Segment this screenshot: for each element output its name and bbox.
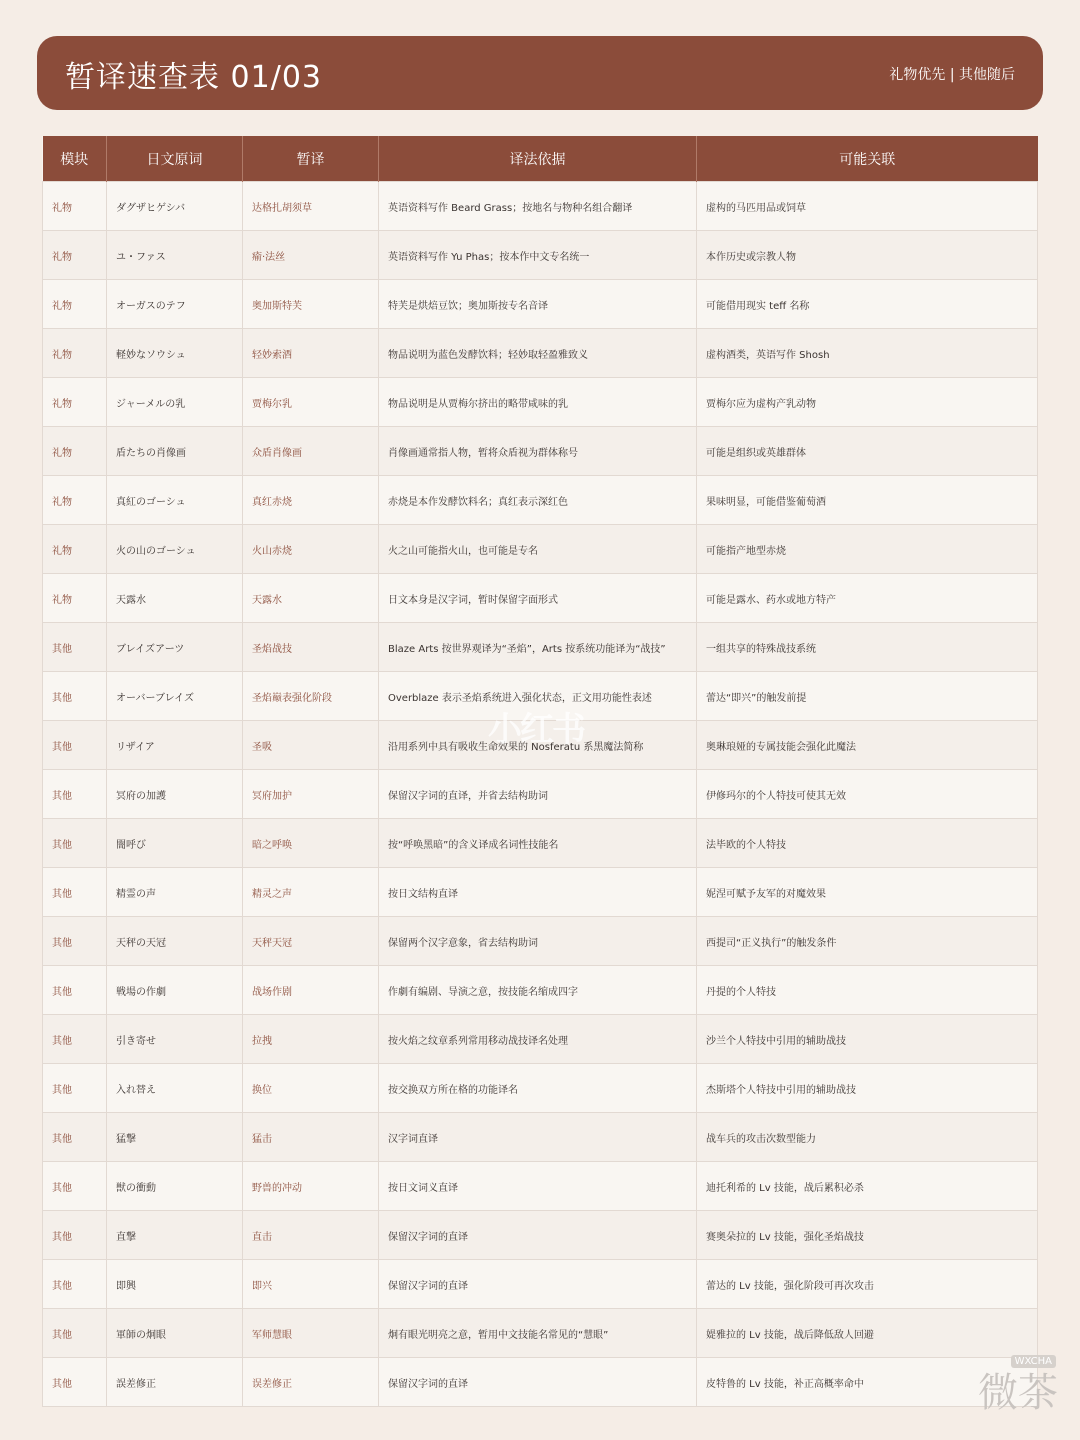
table-row — [43, 868, 1038, 917]
basis-cell: 保留汉字词的直译 — [379, 1211, 697, 1260]
japanese-term-cell: 天秤の天冠 — [107, 917, 243, 966]
table-row — [43, 1260, 1038, 1309]
translation-cell: 贾梅尔乳 — [243, 378, 379, 427]
japanese-term-cell: 軽妙なソウシュ — [107, 329, 243, 378]
relation-cell: 伊修玛尔的个人特技可使其无效 — [697, 770, 1038, 819]
basis-cell: 汉字词直译 — [379, 1113, 697, 1162]
relation-cell: 沙兰个人特技中引用的辅助战技 — [697, 1015, 1038, 1064]
basis-cell: 肖像画通常指人物，暂将众盾视为群体称号 — [379, 427, 697, 476]
japanese-term-cell: リザイア — [107, 721, 243, 770]
translation-cell: 真红赤烧 — [243, 476, 379, 525]
basis-cell: 火之山可能指火山，也可能是专名 — [379, 525, 697, 574]
japanese-term-cell: 闇呼び — [107, 819, 243, 868]
translation-cell: 达格扎胡须草 — [243, 182, 379, 231]
module-cell: 其他 — [43, 1162, 107, 1211]
relation-cell: 可能指产地型赤烧 — [697, 525, 1038, 574]
column-header: 暂译 — [243, 136, 379, 182]
basis-cell: Overblaze 表示圣焰系统进入强化状态，正文用功能性表述 — [379, 672, 697, 721]
table-row — [43, 1015, 1038, 1064]
table-body — [43, 182, 1038, 1407]
japanese-term-cell: 真紅のゴーシュ — [107, 476, 243, 525]
corner-watermark-text: 微茶 — [978, 1370, 1058, 1416]
japanese-term-cell: 盾たちの肖像画 — [107, 427, 243, 476]
basis-cell: 保留汉字词的直译 — [379, 1260, 697, 1309]
translation-cell: 火山赤烧 — [243, 525, 379, 574]
translation-cell: 野兽的冲动 — [243, 1162, 379, 1211]
module-cell: 其他 — [43, 1358, 107, 1407]
relation-cell: 西提司“正义执行”的触发条件 — [697, 917, 1038, 966]
basis-cell: 英语资料写作 Yu Phas；按本作中文专名统一 — [379, 231, 697, 280]
japanese-term-cell: 入れ替え — [107, 1064, 243, 1113]
basis-cell: 沿用系列中具有吸收生命效果的 Nosferatu 系黑魔法简称 — [379, 721, 697, 770]
basis-cell: 保留汉字词的直译，并省去结构助词 — [379, 770, 697, 819]
translation-cell: 冥府加护 — [243, 770, 379, 819]
relation-cell: 本作历史或宗教人物 — [697, 231, 1038, 280]
translation-cell: 瘉·法丝 — [243, 231, 379, 280]
module-cell: 其他 — [43, 1015, 107, 1064]
relation-cell: 皮特鲁的 Lv 技能，补正高概率命中 — [697, 1358, 1038, 1407]
translation-cell: 天露水 — [243, 574, 379, 623]
module-cell: 其他 — [43, 966, 107, 1015]
basis-cell: 物品说明是从贾梅尔挤出的略带咸味的乳 — [379, 378, 697, 427]
basis-cell: 日文本身是汉字词，暂时保留字面形式 — [379, 574, 697, 623]
table-row — [43, 819, 1038, 868]
japanese-term-cell: 猛撃 — [107, 1113, 243, 1162]
relation-cell: 贾梅尔应为虚构产乳动物 — [697, 378, 1038, 427]
relation-cell: 媞雅拉的 Lv 技能，战后降低敌人回避 — [697, 1309, 1038, 1358]
translation-cell: 天秤天冠 — [243, 917, 379, 966]
translation-cell: 奥加斯特芙 — [243, 280, 379, 329]
translation-cell: 圣焰战技 — [243, 623, 379, 672]
relation-cell: 杰斯塔个人特技中引用的辅助战技 — [697, 1064, 1038, 1113]
translation-cell: 拉拽 — [243, 1015, 379, 1064]
translation-cell: 猛击 — [243, 1113, 379, 1162]
translation-cell: 误差修正 — [243, 1358, 379, 1407]
glossary-table — [42, 136, 1038, 1407]
relation-cell: 可能借用现实 teff 名称 — [697, 280, 1038, 329]
basis-cell: 按火焰之纹章系列常用移动战技译名处理 — [379, 1015, 697, 1064]
module-cell: 其他 — [43, 868, 107, 917]
module-cell: 其他 — [43, 672, 107, 721]
module-cell: 其他 — [43, 770, 107, 819]
module-cell: 其他 — [43, 917, 107, 966]
translation-cell: 众盾肖像画 — [243, 427, 379, 476]
japanese-term-cell: 獣の衝動 — [107, 1162, 243, 1211]
table-row — [43, 476, 1038, 525]
japanese-term-cell: 軍師の炯眼 — [107, 1309, 243, 1358]
module-cell: 礼物 — [43, 427, 107, 476]
translation-cell: 圣吸 — [243, 721, 379, 770]
basis-cell: 英语资料写作 Beard Grass；按地名与物种名组合翻译 — [379, 182, 697, 231]
basis-cell: 按交换双方所在格的功能译名 — [379, 1064, 697, 1113]
table-row — [43, 770, 1038, 819]
table-row — [43, 525, 1038, 574]
relation-cell: 可能是组织或英雄群体 — [697, 427, 1038, 476]
table-row — [43, 574, 1038, 623]
japanese-term-cell: 精霊の声 — [107, 868, 243, 917]
relation-cell: 可能是露水、药水或地方特产 — [697, 574, 1038, 623]
table-row — [43, 378, 1038, 427]
japanese-term-cell: オーガスのテフ — [107, 280, 243, 329]
module-cell: 礼物 — [43, 378, 107, 427]
module-cell: 其他 — [43, 1064, 107, 1113]
japanese-term-cell: 誤差修正 — [107, 1358, 243, 1407]
table-row — [43, 231, 1038, 280]
table-row — [43, 1064, 1038, 1113]
relation-cell: 虚构的马匹用品或饲草 — [697, 182, 1038, 231]
translation-cell: 军师慧眼 — [243, 1309, 379, 1358]
table-row — [43, 1309, 1038, 1358]
relation-cell: 奥琳琅娅的专属技能会强化此魔法 — [697, 721, 1038, 770]
japanese-term-cell: 戦場の作劇 — [107, 966, 243, 1015]
priority-note: 礼物优先 | 其他随后 — [889, 67, 1015, 83]
basis-cell: 炯有眼光明亮之意，暂用中文技能名常见的“慧眼” — [379, 1309, 697, 1358]
relation-cell: 一组共享的特殊战技系统 — [697, 623, 1038, 672]
relation-cell: 虚构酒类，英语写作 Shosh — [697, 329, 1038, 378]
column-header: 模块 — [43, 136, 107, 182]
table-row — [43, 329, 1038, 378]
japanese-term-cell: ブレイズアーツ — [107, 623, 243, 672]
relation-cell: 迪托利希的 Lv 技能，战后累积必杀 — [697, 1162, 1038, 1211]
relation-cell: 蕾达“即兴”的触发前提 — [697, 672, 1038, 721]
translation-cell: 精灵之声 — [243, 868, 379, 917]
translation-cell: 圣焰巅表强化阶段 — [243, 672, 379, 721]
relation-cell: 赛奥朵拉的 Lv 技能，强化圣焰战技 — [697, 1211, 1038, 1260]
column-header: 可能关联 — [697, 136, 1038, 182]
translation-cell: 直击 — [243, 1211, 379, 1260]
table-row — [43, 182, 1038, 231]
relation-cell: 法毕欧的个人特技 — [697, 819, 1038, 868]
japanese-term-cell: ダグザヒゲシバ — [107, 182, 243, 231]
column-header: 日文原词 — [107, 136, 243, 182]
watermark-text: 小红书 — [488, 710, 584, 750]
basis-cell: 作劇有编剧、导演之意，按技能名缩成四字 — [379, 966, 697, 1015]
basis-cell: 按“呼唤黑暗”的含义译成名词性技能名 — [379, 819, 697, 868]
column-header: 译法依据 — [379, 136, 697, 182]
table-row — [43, 917, 1038, 966]
japanese-term-cell: 冥府の加護 — [107, 770, 243, 819]
translation-cell: 暗之呼唤 — [243, 819, 379, 868]
page-title: 暂译速查表 01/03 — [65, 60, 322, 95]
relation-cell: 丹提的个人特技 — [697, 966, 1038, 1015]
module-cell: 其他 — [43, 1260, 107, 1309]
table-header-row — [43, 136, 1038, 182]
table-row — [43, 1358, 1038, 1407]
module-cell: 礼物 — [43, 476, 107, 525]
japanese-term-cell: ジャーメルの乳 — [107, 378, 243, 427]
japanese-term-cell: 直撃 — [107, 1211, 243, 1260]
basis-cell: 保留两个汉字意象，省去结构助词 — [379, 917, 697, 966]
japanese-term-cell: 即興 — [107, 1260, 243, 1309]
translation-cell: 战场作剧 — [243, 966, 379, 1015]
module-cell: 其他 — [43, 1113, 107, 1162]
basis-cell: 赤烧是本作发酵饮料名；真红表示深红色 — [379, 476, 697, 525]
module-cell: 礼物 — [43, 525, 107, 574]
japanese-term-cell: 火の山のゴーシュ — [107, 525, 243, 574]
module-cell: 礼物 — [43, 329, 107, 378]
module-cell: 其他 — [43, 1309, 107, 1358]
translation-cell: 即兴 — [243, 1260, 379, 1309]
module-cell: 礼物 — [43, 280, 107, 329]
relation-cell: 妮涅可赋予友军的对魔效果 — [697, 868, 1038, 917]
basis-cell: 物品说明为蓝色发酵饮料；轻妙取轻盈雅致义 — [379, 329, 697, 378]
relation-cell: 战车兵的攻击次数型能力 — [697, 1113, 1038, 1162]
japanese-term-cell: 引き寄せ — [107, 1015, 243, 1064]
table-row — [43, 427, 1038, 476]
translation-cell: 换位 — [243, 1064, 379, 1113]
table-row — [43, 1211, 1038, 1260]
basis-cell: 特芙是烘焙豆饮；奥加斯按专名音译 — [379, 280, 697, 329]
relation-cell: 蕾达的 Lv 技能，强化阶段可再次攻击 — [697, 1260, 1038, 1309]
relation-cell: 果味明显，可能借鉴葡萄酒 — [697, 476, 1038, 525]
table-row — [43, 1162, 1038, 1211]
table-row — [43, 280, 1038, 329]
module-cell: 礼物 — [43, 574, 107, 623]
basis-cell: Blaze Arts 按世界观译为“圣焰”，Arts 按系统功能译为“战技” — [379, 623, 697, 672]
translation-cell: 轻妙索酒 — [243, 329, 379, 378]
page-header — [37, 36, 1043, 110]
basis-cell: 按日文结构直译 — [379, 868, 697, 917]
module-cell: 其他 — [43, 819, 107, 868]
module-cell: 其他 — [43, 721, 107, 770]
module-cell: 礼物 — [43, 182, 107, 231]
module-cell: 其他 — [43, 623, 107, 672]
table-row — [43, 966, 1038, 1015]
basis-cell: 保留汉字词的直译 — [379, 1358, 697, 1407]
table-row — [43, 623, 1038, 672]
japanese-term-cell: オーバーブレイズ — [107, 672, 243, 721]
module-cell: 其他 — [43, 1211, 107, 1260]
table-row — [43, 1113, 1038, 1162]
basis-cell: 按日文词义直译 — [379, 1162, 697, 1211]
japanese-term-cell: 天露水 — [107, 574, 243, 623]
corner-watermark-badge: WXCHA — [1011, 1355, 1056, 1368]
japanese-term-cell: ユ・ファス — [107, 231, 243, 280]
corner-watermark — [978, 1356, 1058, 1418]
module-cell: 礼物 — [43, 231, 107, 280]
